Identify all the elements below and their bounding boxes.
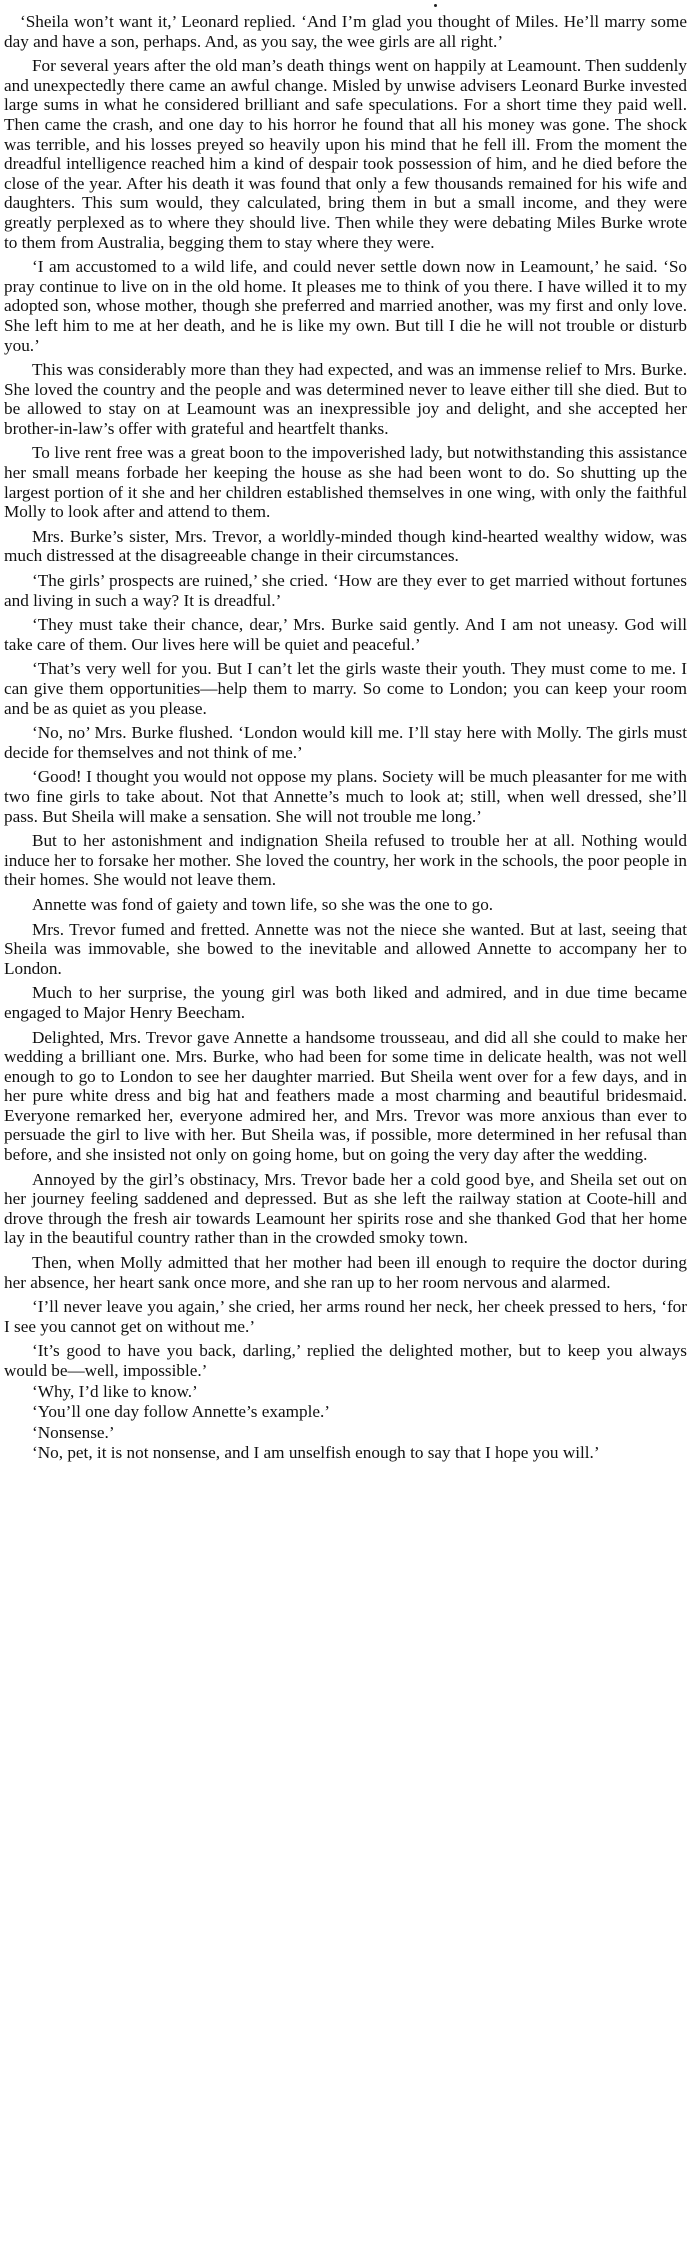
paragraph-18: Then, when Molly admitted that her mother had been ill enough to require the doctor during her absence, her heart sank once more, and she ran up to her room nervous and alarmed. [4,1253,687,1292]
paragraph-14: Mrs. Trevor fumed and fretted. Annette was not the niece she wanted. But at last, seeing that Sheila was immovable, she bowed to the inevitable and allowed Annette to accompany her to London. [4,919,687,978]
paragraph-2: For several years after the old man’s death things went on happily at Leamount. Then suddenly and unexpectedly there came an awful change. Misled by unwise advisers Leonard Burke invested large sums in what he considered brilliant and safe speculations. For a short time they paid well. Then came the crash, and one day to his horror he found that all his money was gone. The shock was terrible, and his losses preyed so heavily upon his mind that he fell ill. From the moment the dreadful intelligence reached him a kind of despair took possession of him, and he died before the close of the year. After his death it was found that only a few thousands remained for his wife and daughters. This sum would, they calculated, bring them in but a small income, and they were greatly perplexed as to where they should live. Then while they were debating Miles Burke wrote to them from Australia, begging them to stay where they were. [4,56,687,252]
paragraph-11: ‘Good! I thought you would not oppose my plans. Society will be much pleasanter for me with two fine girls to take about. Not that Annette’s much to look at; still, when well dressed, she’ll pass. But Sheila will make a sensation. She will not trouble me long.’ [4,767,687,826]
paragraph-19: ‘I’ll never leave you again,’ she cried, her arms round her neck, her cheek pressed to hers, ‘for I see you cannot get on without me.’ [4,1297,687,1336]
paragraph-24: ‘No, pet, it is not nonsense, and I am unselfish enough to say that I hope you will.’ [32,1443,600,1463]
paragraph-13: Annette was fond of gaiety and town life, so she was the one to go. [32,894,494,914]
paragraph-20: ‘It’s good to have you back, darling,’ replied the delighted mother, but to keep you always would be—well, impossible.’ [4,1341,687,1380]
paragraph-7: ‘The girls’ prospects are ruined,’ she cried. ‘How are they ever to get married without fortunes and living in such a way? It is dreadful.’ [4,571,687,610]
paragraph-8: ‘They must take their chance, dear,’ Mrs. Burke said gently. And I am not uneasy. God will take care of them. Our lives here will be quiet and peaceful.’ [4,615,687,654]
paragraph-15: Much to her surprise, the young girl was both liked and admired, and in due time became engaged to Major Henry Beecham. [4,983,687,1022]
paragraph-17: Annoyed by the girl’s obstinacy, Mrs. Trevor bade her a cold good bye, and Sheila set out on her journey feeling saddened and depressed. But as she left the railway station at Coote-hill and drove through the fresh air towards Leamount her spirits rose and she thanked God that her home lay in the beautiful country rather than in the crowded smoky town. [4,1169,687,1248]
paragraph-12: But to her astonishment and indignation Sheila refused to trouble her at all. Nothing would induce her to forsake her mother. She loved the country, her work in the schools, the poor people in their homes. She would not leave them. [4,831,687,890]
paragraph-9: ‘That’s very well for you. But I can’t let the girls waste their youth. They must come to me. I can give them opportunities—help them to marry. So come to London; you can keep your room and be as quiet as you please. [4,659,687,718]
paragraph-6: Mrs. Burke’s sister, Mrs. Trevor, a worldly-minded though kind-hearted wealthy widow, was much distressed at the disagreeable change in their circumstances. [4,526,687,566]
paragraph-21: ‘Why, I’d like to know.’ [32,1381,198,1401]
paragraph-22: ‘You’ll one day follow Annette’s example.’ [32,1402,331,1422]
paragraph-16: Delighted, Mrs. Trevor gave Annette a handsome trousseau, and did all she could to make her wedding a brilliant one. Mrs. Burke, who had been for some time in delicate health, was not well enough to go to London to see her daughter married. But Sheila went over for a few days, and in her pure white dress and big hat and feathers made a most charming and beautiful bridesmaid. Everyone remarked her, everyone admired her, and Mrs. Trevor was more anxious than ever to persuade the girl to live with her. But Sheila was, if possible, more determined in her refusal than before, and she insisted not only on going home, but on going the very day after the wedding. [4,1027,687,1165]
paragraph-4: This was considerably more than they had expected, and was an immense relief to Mrs. Burke. She loved the country and the people and was determined never to leave either till she died. But to be allowed to stay on at Leamount was an inexpressible joy and delight, and she accepted her brother-in-law’s offer with grateful and heartfelt thanks. [4,360,687,438]
paragraph-23: ‘Nonsense.’ [32,1422,115,1442]
paragraph-3: ‘I am accustomed to a wild life, and could never settle down now in Leamount,’ he said. ‘So pray continue to live on in the old home. It pleases me to think of you there. I have willed it to my adopted son, whose mother, though she preferred and married another, was my first and only love. She left him to me at her death, and he is like my own. But till I die he will not trouble or disturb you.’ [4,257,687,355]
print-speck [434,4,437,7]
paragraph-10: ‘No, no’ Mrs. Burke flushed. ‘London would kill me. I’ll stay here with Molly. The girls must decide for themselves and not think of me.’ [4,723,687,762]
paragraph-5: To live rent free was a great boon to the impoverished lady, but notwithstanding this assistance her small means forbade her keeping the house as she had been wont to do. So shutting up the largest portion of it she and her children established themselves in one wing, with only the faithful Molly to look after and attend to them. [4,443,687,522]
article-column [4,12,687,1464]
paragraph-1: ‘Sheila won’t want it,’ Leonard replied. ‘And I’m glad you thought of Miles. He’ll marry some day and have a son, perhaps. And, as you say, the wee girls are all right.’ [4,12,687,51]
